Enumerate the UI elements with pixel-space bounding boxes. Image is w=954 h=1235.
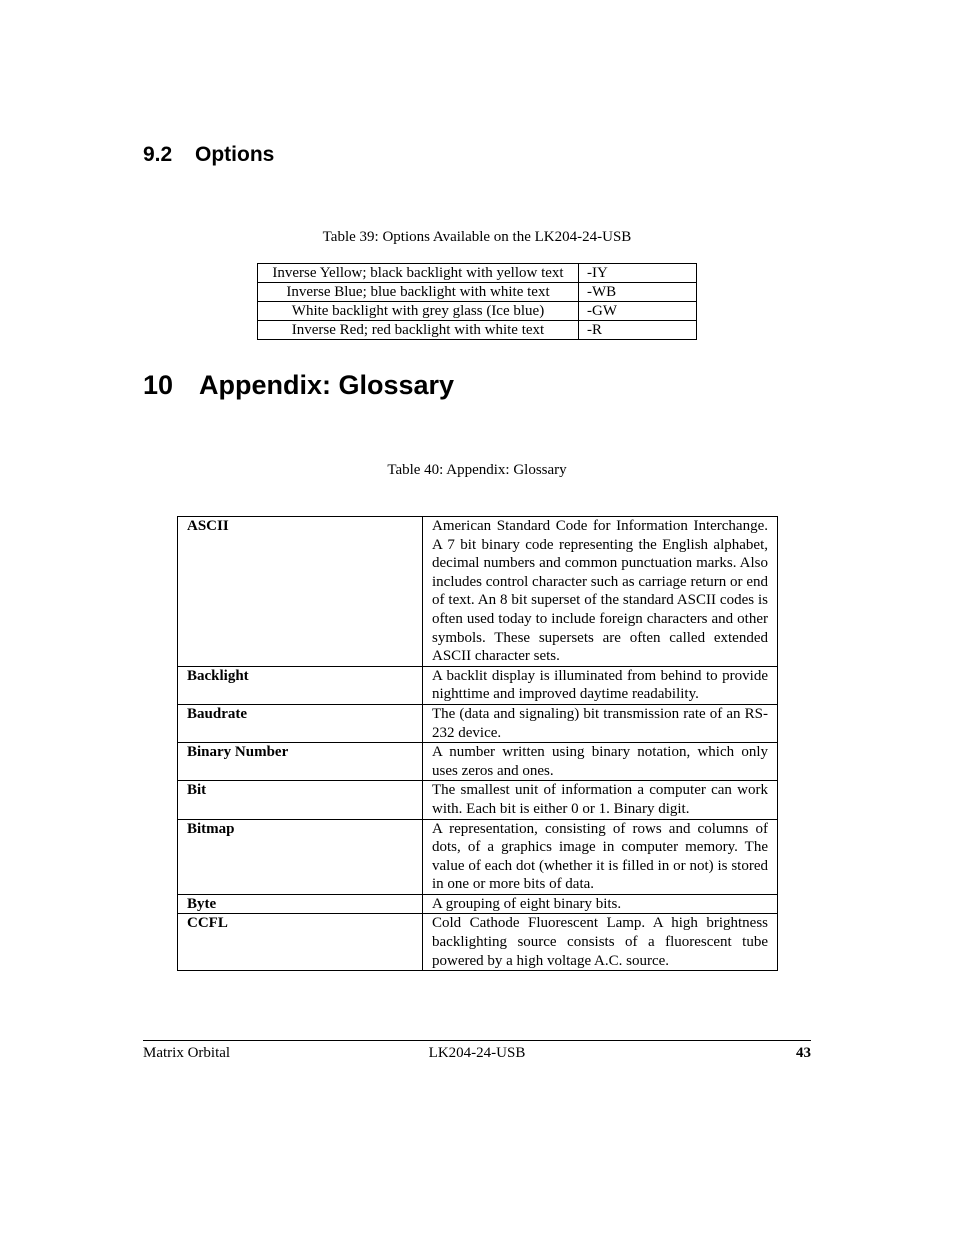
glossary-term: CCFL	[178, 914, 423, 971]
glossary-term: Baudrate	[178, 704, 423, 742]
glossary-definition: The smallest unit of information a computer can work with. Each bit is either 0 or 1. Binary digit.	[423, 781, 778, 819]
glossary-term: Byte	[178, 894, 423, 914]
section-number: 9.2	[143, 143, 173, 166]
table-row	[258, 264, 697, 283]
option-code: -R	[579, 321, 697, 340]
glossary-term: Bitmap	[178, 819, 423, 894]
glossary-definition: A backlit display is illuminated from behind to provide nighttime and improved daytime readability.	[423, 666, 778, 704]
glossary-definition: A representation, consisting of rows and columns of dots, of a graphics image in computer memory. The value of each dot (whether it is filled in or not) is stored in one or more bits of data.	[423, 819, 778, 894]
option-code: -IY	[579, 264, 697, 283]
table-39-caption: Table 39: Options Available on the LK204-24-USB	[322, 229, 632, 245]
footer-divider	[143, 1040, 811, 1041]
glossary-definition: The (data and signaling) bit transmission rate of an RS-232 device.	[423, 704, 778, 742]
section-heading-options	[143, 143, 274, 167]
table-row	[178, 517, 778, 667]
option-description: Inverse Red; red backlight with white text	[258, 321, 579, 340]
table-row	[258, 302, 697, 321]
glossary-table	[177, 516, 778, 971]
table-40-caption: Table 40: Appendix: Glossary	[387, 462, 567, 478]
glossary-term: ASCII	[178, 517, 423, 667]
table-row	[178, 819, 778, 894]
table-row	[178, 704, 778, 742]
glossary-definition: American Standard Code for Information Interchange. A 7 bit binary code representing the English alphabet, decimal numbers and common punctuation marks. Also includes control character such as carriage return or end of text. An 8 bit superset of the standard ASCII codes is often used today to include foreign characters and other symbols. These supersets are often called extended ASCII character sets.	[423, 517, 778, 667]
glossary-definition: A grouping of eight binary bits.	[423, 894, 778, 914]
option-description: White backlight with grey glass (Ice blue)	[258, 302, 579, 321]
section-title: Options	[195, 143, 275, 166]
footer-company: Matrix Orbital	[143, 1045, 231, 1061]
section-number: 10	[143, 370, 174, 400]
table-row	[178, 894, 778, 914]
page-number: 43	[796, 1045, 811, 1061]
table-row	[178, 666, 778, 704]
table-row	[178, 743, 778, 781]
glossary-term: Bit	[178, 781, 423, 819]
options-table	[257, 263, 697, 340]
section-heading-glossary	[143, 370, 454, 401]
section-title: Appendix: Glossary	[199, 370, 455, 400]
glossary-term: Backlight	[178, 666, 423, 704]
option-code: -WB	[579, 283, 697, 302]
glossary-definition: A number written using binary notation, which only uses zeros and ones.	[423, 743, 778, 781]
option-code: -GW	[579, 302, 697, 321]
table-row	[178, 914, 778, 971]
table-row	[258, 283, 697, 302]
option-description: Inverse Yellow; black backlight with yellow text	[258, 264, 579, 283]
table-row	[178, 781, 778, 819]
glossary-definition: Cold Cathode Fluorescent Lamp. A high brightness backlighting source consists of a fluorescent tube powered by a high voltage A.C. source.	[423, 914, 778, 971]
glossary-term: Binary Number	[178, 743, 423, 781]
table-row	[258, 321, 697, 340]
option-description: Inverse Blue; blue backlight with white text	[258, 283, 579, 302]
footer-product: LK204-24-USB	[428, 1045, 526, 1061]
